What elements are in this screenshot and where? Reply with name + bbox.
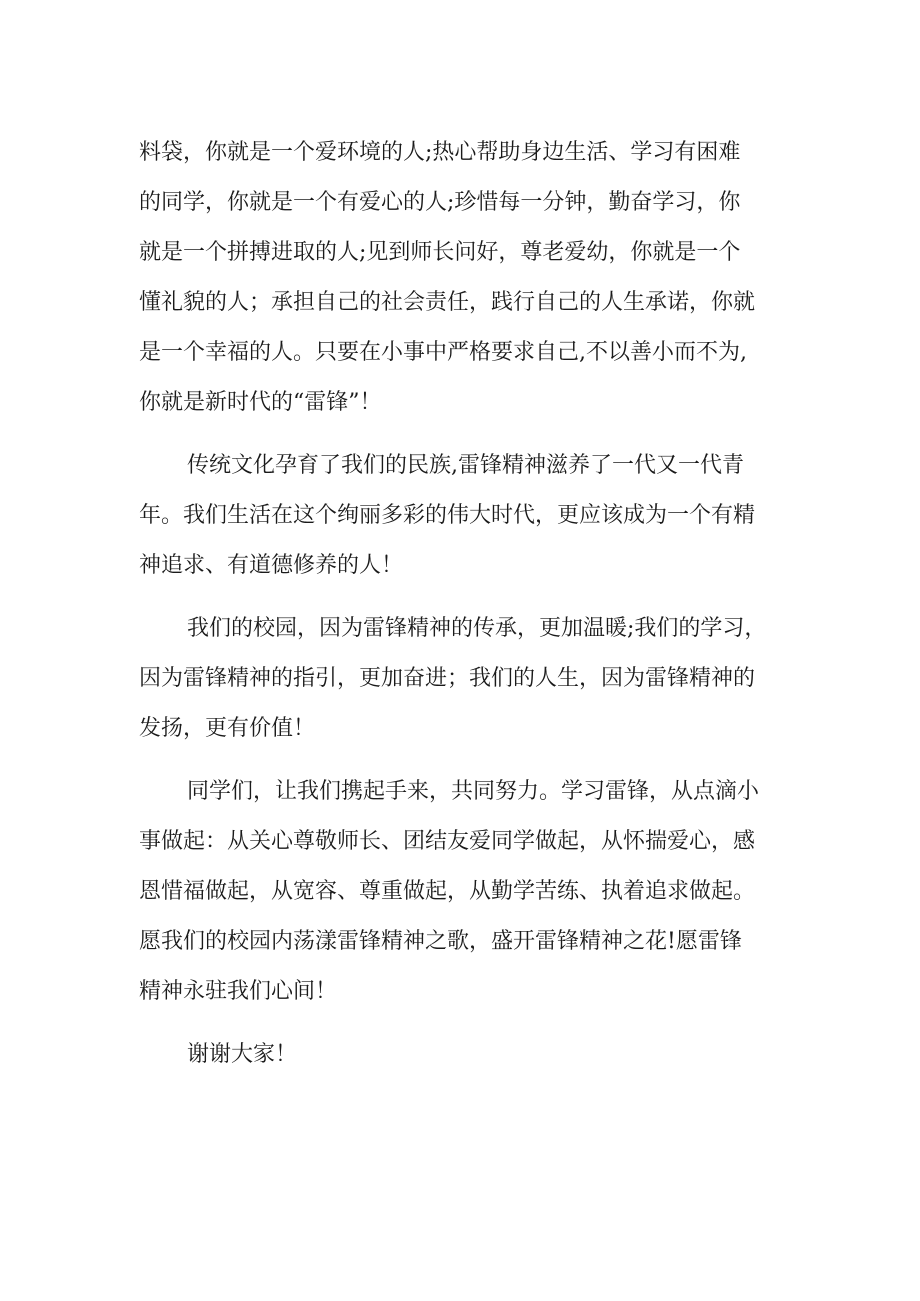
text-line: 懂礼貌的人；承担自己的社会责任，践行自己的人生承诺，你就 bbox=[139, 290, 756, 315]
text-line: 传统文化孕育了我们的民族,雷锋精神滋养了一代又一代青 bbox=[187, 453, 744, 478]
text-line: 愿我们的校园内荡漾雷锋精神之歌，盛开雷锋精神之花!愿雷锋 bbox=[139, 929, 742, 954]
paragraph-thanks bbox=[139, 1030, 789, 1080]
text-line: 因为雷锋精神的指引，更加奋进；我们的人生，因为雷锋精神的 bbox=[139, 666, 756, 691]
text-line: 精神永驻我们心间！ bbox=[139, 979, 338, 1004]
text-line: 事做起：从关心尊敬师长、团结友爱同学做起，从怀揣爱心，感 bbox=[139, 829, 756, 854]
text-line: 神追求、有道德修养的人！ bbox=[139, 553, 404, 578]
text-line: 我们的校园，因为雷锋精神的传承，更加温暖;我们的学习， bbox=[187, 616, 767, 641]
text-line: 谢谢大家！ bbox=[187, 1042, 298, 1067]
text-line: 的同学，你就是一个有爱心的人;珍惜每一分钟，勤奋学习，你 bbox=[139, 190, 741, 215]
paragraph-tradition bbox=[139, 441, 789, 591]
text-line: 料袋，你就是一个爱环境的人;热心帮助身边生活、学习有困难 bbox=[139, 140, 741, 165]
text-line: 年。我们生活在这个绚丽多彩的伟大时代，更应该成为一个有精 bbox=[139, 503, 756, 528]
text-line: 你就是新时代的“雷锋”！ bbox=[139, 390, 382, 415]
speech-text bbox=[139, 128, 789, 1080]
paragraph-call bbox=[139, 767, 789, 1017]
paragraph-campus bbox=[139, 604, 789, 754]
paragraph-continuation bbox=[139, 128, 789, 428]
text-line: 是一个幸福的人。只要在小事中严格要求自己,不以善小而不为, bbox=[139, 340, 747, 365]
text-line: 就是一个拼搏进取的人;见到师长问好，尊老爱幼，你就是一个 bbox=[139, 240, 741, 265]
text-line: 发扬，更有价值！ bbox=[139, 716, 316, 741]
text-line: 恩惜福做起，从宽容、尊重做起，从勤学苦练、执着追求做起。 bbox=[139, 879, 756, 904]
text-line: 同学们，让我们携起手来，共同努力。学习雷锋，从点滴小 bbox=[187, 779, 760, 804]
